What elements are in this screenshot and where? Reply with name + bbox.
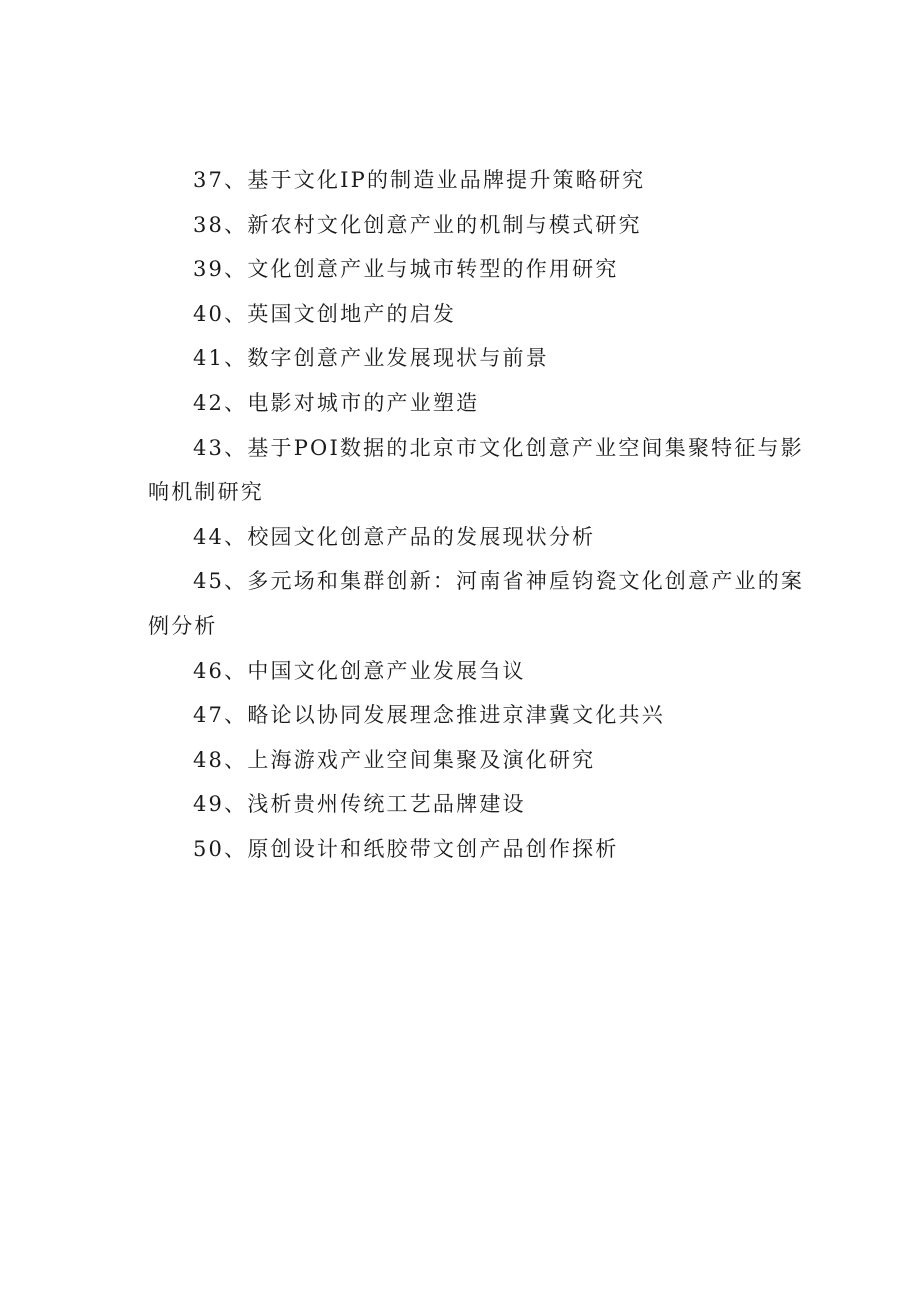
list-item: 46、中国文化创意产业发展刍议 xyxy=(193,658,526,683)
list-item: 44、校园文化创意产品的发展现状分析 xyxy=(193,524,596,549)
list-item: 49、浅析贵州传统工艺品牌建设 xyxy=(193,792,526,817)
list-item: 47、略论以协同发展理念推进京津冀文化共兴 xyxy=(193,703,665,728)
topic-list xyxy=(148,158,808,872)
list-item: 48、上海游戏产业空间集聚及演化研究 xyxy=(193,747,596,772)
list-item: 40、英国文创地产的启发 xyxy=(193,301,457,326)
list-item: 39、文化创意产业与城市转型的作用研究 xyxy=(193,257,619,282)
list-item: 42、电影对城市的产业塑造 xyxy=(193,390,480,415)
list-item: 43、基于POI数据的北京市文化创意产业空间集聚特征与影响机制研究 xyxy=(148,435,804,505)
list-item: 45、多元场和集群创新：河南省神垕钧瓷文化创意产业的案例分析 xyxy=(148,569,805,638)
list-item: 38、新农村文化创意产业的机制与模式研究 xyxy=(193,212,642,237)
list-item: 41、数字创意产业发展现状与前景 xyxy=(193,346,549,371)
list-item: 37、基于文化IP的制造业品牌提升策略研究 xyxy=(193,168,646,192)
list-item: 50、原创设计和纸胶带文创产品创作探析 xyxy=(193,836,619,861)
